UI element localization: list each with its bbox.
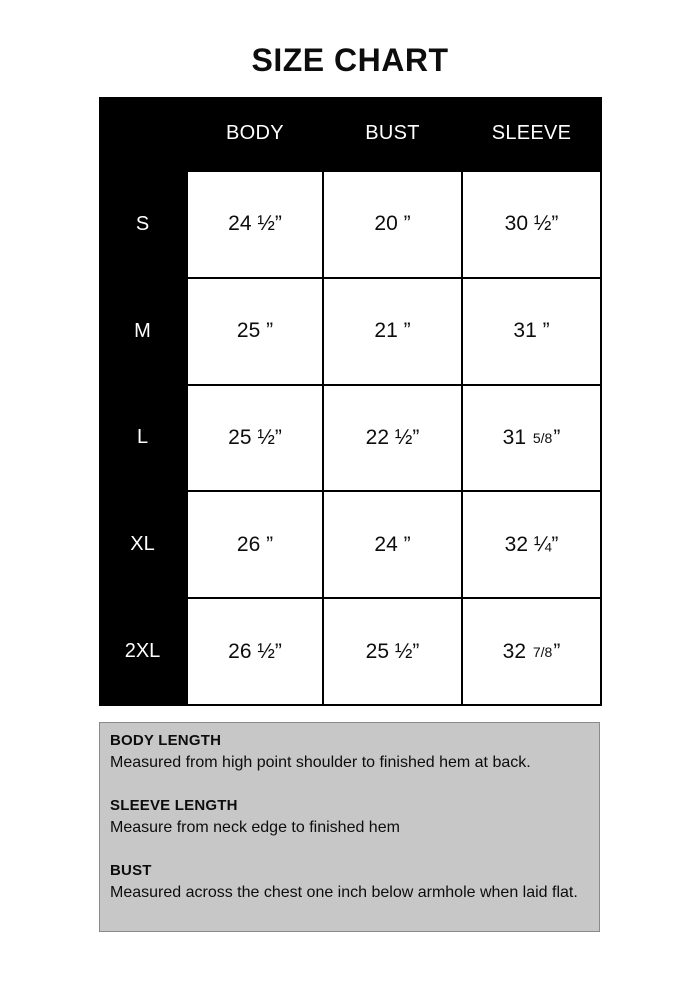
size-value: 22 ½” <box>365 425 420 449</box>
note-group <box>110 795 588 838</box>
size-value: 32 ¼” <box>504 532 559 556</box>
size-value-cell <box>188 599 322 704</box>
note-group <box>110 860 588 903</box>
size-value-cell <box>324 279 461 384</box>
row-label: L <box>99 386 186 491</box>
size-value-cell <box>324 599 461 704</box>
size-value-cell <box>463 386 600 491</box>
size-value: 26 ½” <box>228 639 282 663</box>
size-value-cell <box>463 492 600 597</box>
column-header: SLEEVE <box>463 97 600 170</box>
size-value-cell <box>188 492 322 597</box>
size-value-fraction: 5/8 <box>532 429 553 446</box>
note-heading: BUST <box>110 862 152 879</box>
note-text: Measure from neck edge to finished hem <box>110 818 400 836</box>
inch-mark: ” <box>553 639 561 663</box>
size-value-cell <box>463 172 600 277</box>
size-value: 24 ” <box>374 532 411 556</box>
row-label: XL <box>99 492 186 597</box>
size-value-cell <box>324 492 461 597</box>
measurement-notes <box>99 722 600 932</box>
table-corner-cell <box>99 97 186 170</box>
size-value-cell <box>188 279 322 384</box>
size-value: 24 ½” <box>228 212 282 236</box>
size-value-cell <box>463 279 600 384</box>
size-value-fraction: 7/8 <box>532 643 553 660</box>
size-value: 21 ” <box>374 319 411 343</box>
size-value: 26 ” <box>236 532 274 556</box>
column-header: BODY <box>188 97 322 170</box>
size-value-cell <box>324 172 461 277</box>
note-text: Measured from high point shoulder to finished hem at back. <box>110 753 531 771</box>
size-value: 30 ½” <box>504 212 559 236</box>
page-title: SIZE CHART <box>251 42 449 78</box>
note-group <box>110 730 588 773</box>
size-value: 31 <box>502 425 532 449</box>
row-label: S <box>99 172 186 277</box>
note-text: Measured across the chest one inch below armhole when laid flat. <box>110 883 578 901</box>
note-heading: BODY LENGTH <box>110 732 222 749</box>
column-header: BUST <box>324 97 461 170</box>
size-chart-table <box>99 97 602 706</box>
size-value: 31 ” <box>513 319 550 343</box>
size-value: 25 ½” <box>365 639 420 663</box>
size-value-cell <box>324 386 461 491</box>
size-value-cell <box>463 599 600 704</box>
size-value-cell <box>188 386 322 491</box>
size-value: 20 ” <box>374 212 411 236</box>
size-value: 25 ½” <box>228 425 282 449</box>
note-heading: SLEEVE LENGTH <box>110 797 238 814</box>
size-value-cell <box>188 172 322 277</box>
inch-mark: ” <box>553 425 561 449</box>
size-value: 25 ” <box>236 319 274 343</box>
row-label: M <box>99 279 186 384</box>
row-label: 2XL <box>99 599 186 704</box>
size-value: 32 <box>502 639 532 663</box>
